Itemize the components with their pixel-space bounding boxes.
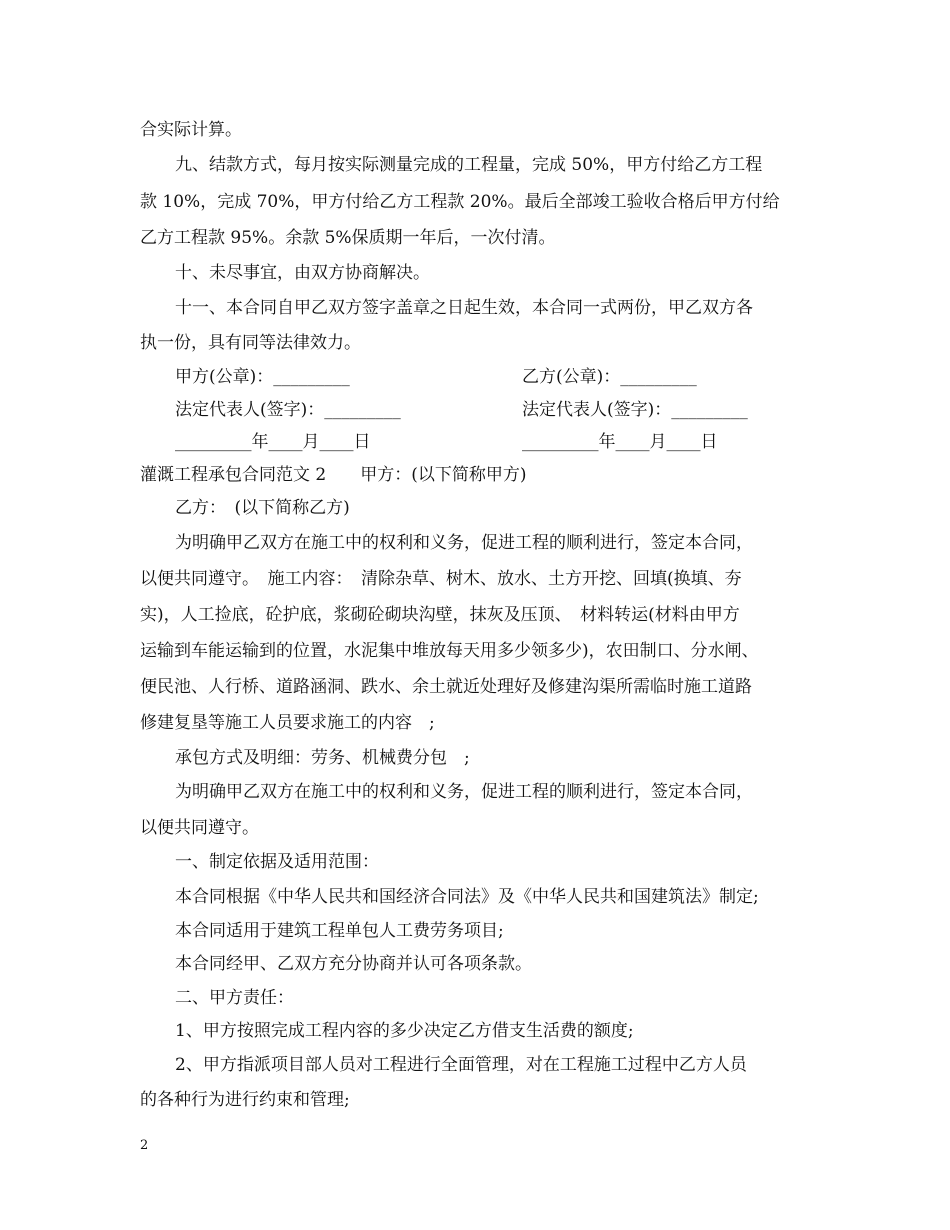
party-a-representative-field: 法定代表人(签字)：_________ (175, 400, 401, 420)
section-title: 灌溉工程承包合同范文 2 甲方：(以下简称甲方) (140, 465, 527, 485)
text-line: 款 10%，完成 70%，甲方付给乙方工程款 20%。最后全部竣工验收合格后甲方付给 (140, 192, 780, 212)
party-b-date-field: _________年____月____日 (522, 432, 718, 452)
text-line: 以便共同遵守。 (140, 818, 259, 838)
text-line: 实)，人工捡底，砼护底，浆砌砼砌块沟壁，抹灰及压顶、 材料转运(材料由甲方 (140, 605, 740, 625)
text-line: 1、甲方按照完成工程内容的多少决定乙方借支生活费的额度; (175, 1021, 634, 1041)
text-line: 为明确甲乙双方在施工中的权利和义务，促进工程的顺利进行，签定本合同， (175, 782, 753, 802)
party-a-date-field: _________年____月____日 (175, 432, 371, 452)
text-line: 本合同适用于建筑工程单包人工费劳务项目; (175, 921, 504, 941)
party-b-seal-field: 乙方(公章)：_________ (522, 367, 697, 387)
text-line: 修建复垦等施工人员要求施工的内容 ; (140, 713, 435, 733)
text-line: 十、未尽事宜，由双方协商解决。 (175, 263, 430, 283)
text-line: 执一份，具有同等法律效力。 (140, 333, 361, 353)
text-line: 一、制定依据及适用范围： (175, 852, 379, 872)
page-number: 2 (140, 1138, 149, 1153)
text-line: 承包方式及明细：劳务、机械费分包 ; (175, 748, 470, 768)
text-line: 二、甲方责任： (175, 988, 294, 1008)
text-line: 为明确甲乙双方在施工中的权利和义务，促进工程的顺利进行，签定本合同， (175, 533, 753, 553)
text-line: 乙方工程款 95%。余款 5%保质期一年后，一次付清。 (140, 228, 556, 248)
party-a-seal-field: 甲方(公章)：_________ (175, 367, 350, 387)
text-line: 本合同经甲、乙双方充分协商并认可各项条款。 (175, 954, 532, 974)
text-line: 的各种行为进行约束和管理; (140, 1090, 350, 1110)
text-line: 运输到车能运输到的位置，水泥集中堆放每天用多少领多少)，农田制口、分水闸、 (140, 641, 759, 661)
text-line: 十一、本合同自甲乙双方签字盖章之日起生效，本合同一式两份，甲乙双方各 (175, 298, 753, 318)
text-line: 以便共同遵守。 施工内容： 清除杂草、树木、放水、土方开挖、回填(换填、夯 (140, 569, 742, 589)
text-line: 便民池、人行桥、道路涵洞、跌水、余土就近处理好及修建沟渠所需临时施工道路 (140, 677, 752, 697)
text-line: 2、甲方指派项目部人员对工程进行全面管理，对在工程施工过程中乙方人员 (175, 1055, 747, 1075)
party-b-representative-field: 法定代表人(签字)：_________ (522, 400, 748, 420)
text-line: 九、结款方式，每月按实际测量完成的工程量，完成 50%，甲方付给乙方工程 (175, 155, 763, 175)
text-line: 本合同根据《中华人民共和国经济合同法》及《中华人民共和国建筑法》制定; (175, 887, 759, 907)
text-line: 合实际计算。 (140, 120, 242, 140)
text-line: 乙方： (以下简称乙方) (175, 498, 350, 518)
